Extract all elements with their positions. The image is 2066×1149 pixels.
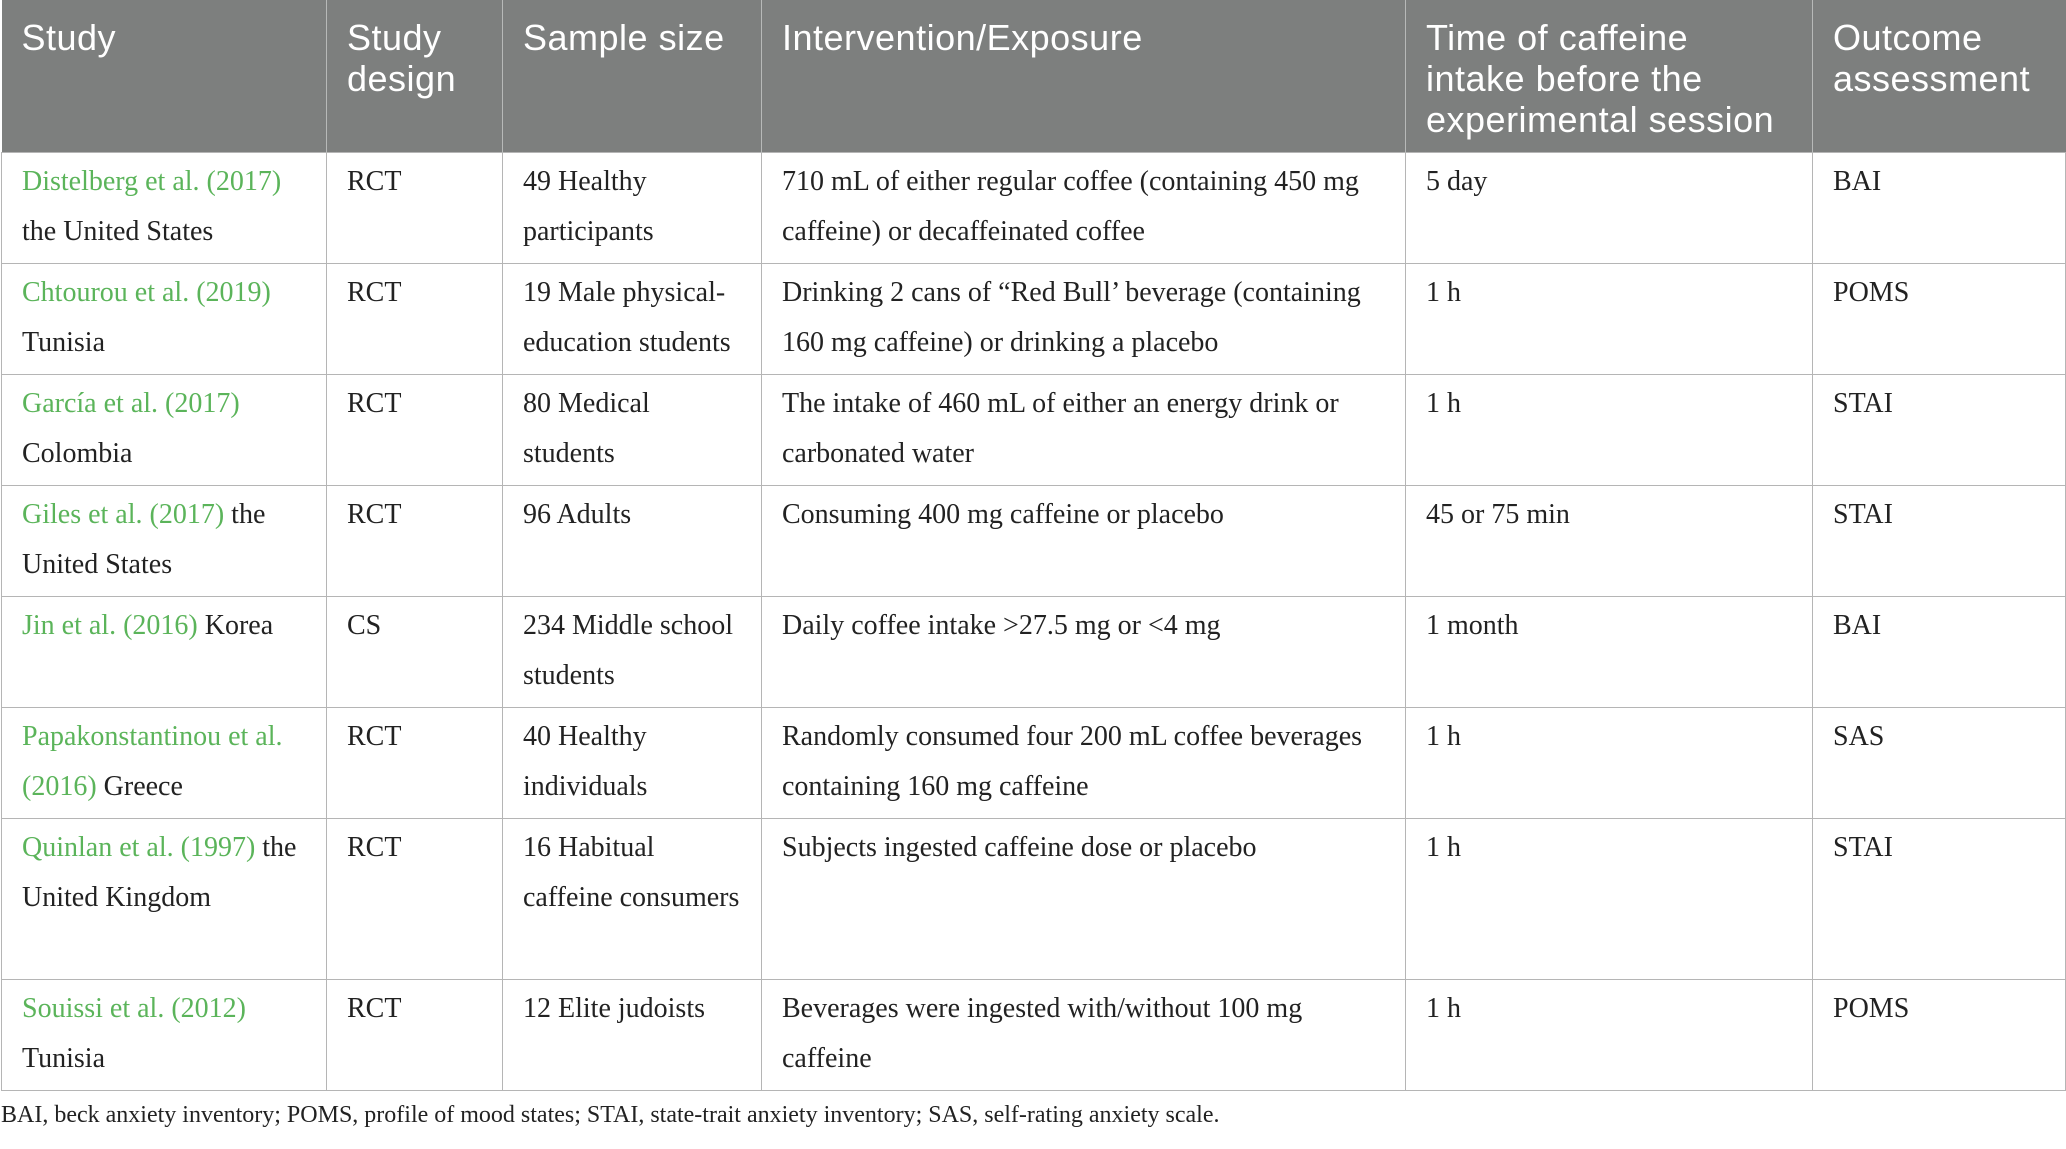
study-location: Colombia [22, 438, 133, 469]
sample-cell: 16 Habitual caffeine consumers [503, 819, 762, 980]
outcome-cell: STAI [1813, 486, 2066, 597]
table-row [2, 486, 2066, 597]
outcome-cell: BAI [1813, 153, 2066, 264]
study-location: Greece [96, 771, 183, 802]
study-reference-link[interactable]: Souissi et al. (2012) [22, 993, 246, 1024]
time-cell: 1 month [1406, 597, 1813, 708]
sample-cell: 12 Elite judoists [503, 980, 762, 1091]
study-location: the United Kingdom [22, 832, 297, 913]
table-footnote: BAI, beck anxiety inventory; POMS, profile of mood states; STAI, state-trait anxiety inventory; SAS, self-rating anxiety scale. [1, 1102, 1220, 1128]
study-cell [2, 708, 327, 819]
design-cell: RCT [327, 708, 503, 819]
time-cell: 1 h [1406, 980, 1813, 1091]
design-cell: RCT [327, 375, 503, 486]
time-cell: 1 h [1406, 264, 1813, 375]
outcome-cell: BAI [1813, 597, 2066, 708]
outcome-cell: STAI [1813, 819, 2066, 980]
header-study-design: Study design [327, 0, 503, 153]
sample-cell: 49 Healthy participants [503, 153, 762, 264]
study-cell [2, 375, 327, 486]
time-cell: 5 day [1406, 153, 1813, 264]
design-cell: RCT [327, 980, 503, 1091]
study-cell [2, 486, 327, 597]
header-study: Study [2, 0, 327, 153]
sample-cell: 80 Medical students [503, 375, 762, 486]
header-sample-size: Sample size [503, 0, 762, 153]
header-intervention: Intervention/Exposure [762, 0, 1406, 153]
outcome-cell: POMS [1813, 264, 2066, 375]
time-cell: 45 or 75 min [1406, 486, 1813, 597]
header-time-of-intake: Time of caffeine intake before the experimental session [1406, 0, 1813, 153]
time-cell: 1 h [1406, 819, 1813, 980]
sample-cell: 96 Adults [503, 486, 762, 597]
table-row [2, 819, 2066, 980]
intervention-cell: Consuming 400 mg caffeine or placebo [762, 486, 1406, 597]
study-cell [2, 264, 327, 375]
study-reference-link[interactable]: García et al. (2017) [22, 388, 240, 419]
study-reference-link[interactable]: Giles et al. (2017) [22, 499, 225, 530]
study-cell [2, 819, 327, 980]
sample-cell: 19 Male physical-education students [503, 264, 762, 375]
outcome-cell: SAS [1813, 708, 2066, 819]
intervention-cell: Daily coffee intake >27.5 mg or <4 mg [762, 597, 1406, 708]
study-location: Tunisia [22, 327, 106, 358]
intervention-cell: Subjects ingested caffeine dose or placebo [762, 819, 1406, 980]
outcome-cell: STAI [1813, 375, 2066, 486]
design-cell: RCT [327, 264, 503, 375]
design-cell: RCT [327, 153, 503, 264]
sample-cell: 234 Middle school students [503, 597, 762, 708]
design-cell: CS [327, 597, 503, 708]
table-header-row [2, 0, 2066, 153]
study-location: the United States [22, 499, 266, 580]
time-cell: 1 h [1406, 708, 1813, 819]
time-cell: 1 h [1406, 375, 1813, 486]
intervention-cell: The intake of 460 mL of either an energy drink or carbonated water [762, 375, 1406, 486]
study-reference-link[interactable]: Papakonstantinou et al. (2016) [22, 721, 283, 802]
study-reference-link[interactable]: Chtourou et al. (2019) [22, 277, 271, 308]
study-reference-link[interactable]: Jin et al. (2016) [22, 610, 198, 641]
design-cell: RCT [327, 486, 503, 597]
study-cell [2, 980, 327, 1091]
study-location: Tunisia [22, 1043, 106, 1074]
study-location: Korea [197, 610, 274, 641]
design-cell: RCT [327, 819, 503, 980]
table-row [2, 597, 2066, 708]
study-reference-link[interactable]: Quinlan et al. (1997) [22, 832, 256, 863]
study-location: the United States [22, 216, 214, 247]
table-row [2, 980, 2066, 1091]
table-row [2, 708, 2066, 819]
table-row [2, 153, 2066, 264]
intervention-cell: Drinking 2 cans of “Red Bull’ beverage (containing 160 mg caffeine) or drinking a placebo [762, 264, 1406, 375]
outcome-cell: POMS [1813, 980, 2066, 1091]
header-outcome-assessment: Outcome assessment [1813, 0, 2066, 153]
intervention-cell: 710 mL of either regular coffee (containing 450 mg caffeine) or decaffeinated coffee [762, 153, 1406, 264]
study-characteristics-table [1, 0, 2066, 1091]
study-reference-link[interactable]: Distelberg et al. (2017) [22, 166, 282, 197]
study-cell [2, 153, 327, 264]
table-row [2, 375, 2066, 486]
intervention-cell: Randomly consumed four 200 mL coffee beverages containing 160 mg caffeine [762, 708, 1406, 819]
sample-cell: 40 Healthy individuals [503, 708, 762, 819]
table-row [2, 264, 2066, 375]
intervention-cell: Beverages were ingested with/without 100 mg caffeine [762, 980, 1406, 1091]
study-cell [2, 597, 327, 708]
